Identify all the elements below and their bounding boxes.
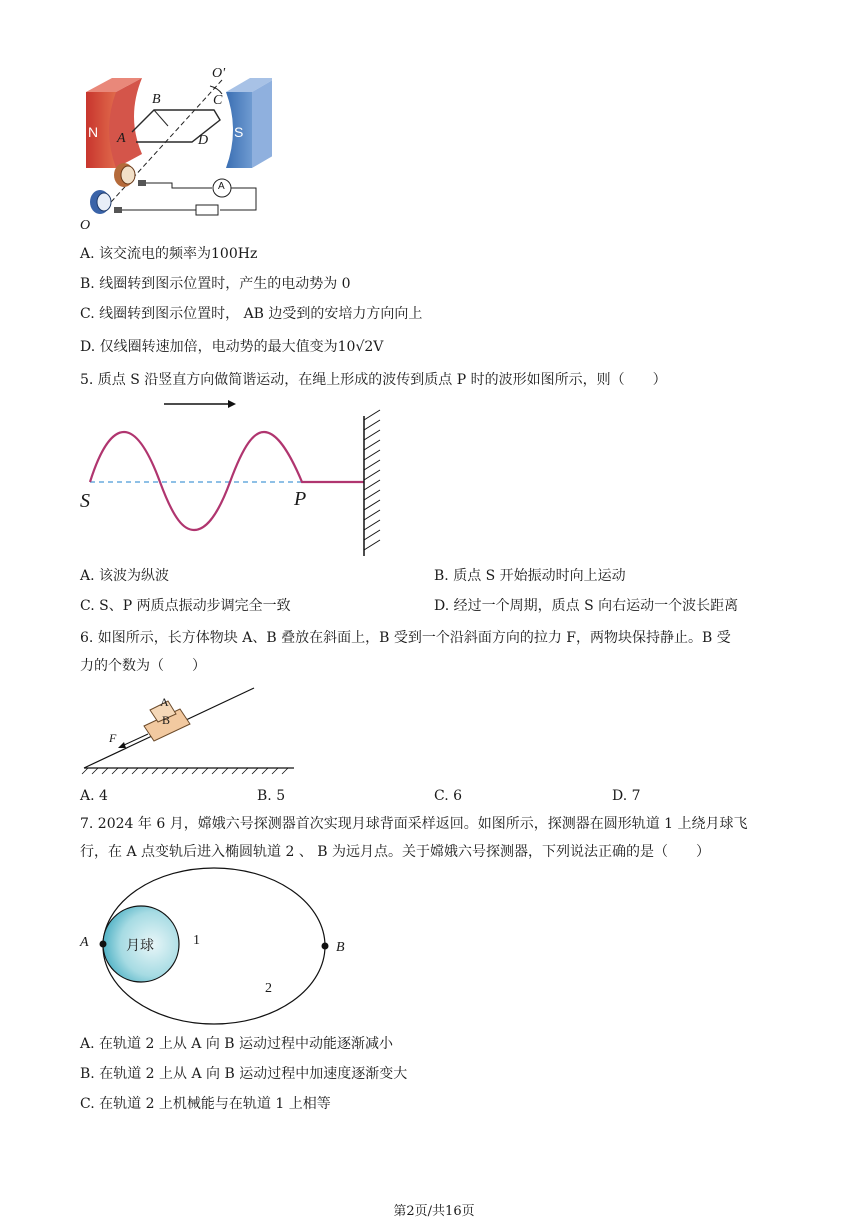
label-orbit-1: 1: [193, 933, 200, 948]
ammeter-label: A: [218, 181, 225, 192]
q6-option-d: D. 7: [612, 788, 641, 804]
label-point-b: B: [336, 940, 345, 955]
q6-stem-line1: 6. 如图所示，长方体物块 A、B 叠放在斜面上，B 受到一个沿斜面方向的拉力 F，两物块保持静止。B 受: [80, 630, 731, 646]
south-magnet: [226, 78, 272, 168]
circuit-wire: [146, 183, 212, 188]
resistor-symbol: [196, 205, 218, 215]
label-n: N: [88, 124, 99, 140]
q5-option-c: C. S、P 两质点振动步调完全一致: [80, 598, 291, 614]
label-d: D: [198, 133, 209, 148]
label-s-wave: S: [80, 490, 90, 512]
label-o: O: [80, 218, 91, 233]
q5-option-d: D. 经过一个周期，质点 S 向右运动一个波长距离: [434, 598, 739, 614]
point-b: [322, 943, 329, 950]
label-b: B: [152, 92, 161, 107]
label-c: C: [213, 93, 223, 108]
q4-option-a: A. 该交流电的频率为100Hz: [80, 246, 258, 262]
label-p-wave: P: [294, 488, 307, 510]
generator-figure: [72, 62, 272, 240]
q7-stem-line1: 7. 2024 年 6 月，嫦娥六号探测器首次实现月球背面采样返回。如图所示，探测器在圆形轨道 1 上绕月球飞: [80, 816, 748, 832]
q5-option-b: B. 质点 S 开始振动时向上运动: [434, 568, 626, 584]
label-s-magnet: S: [234, 124, 244, 140]
slip-ring-upper: [114, 163, 135, 187]
q6-option-a: A. 4: [80, 788, 108, 804]
label-moon: 月球: [126, 938, 154, 954]
north-magnet: [86, 78, 142, 168]
q6-option-c: C. 6: [434, 788, 463, 804]
q5-stem: 5. 质点 S 沿竖直方向做简谐运动，在绳上形成的波传到质点 P 时的波形如图所示，则（ ）: [80, 372, 667, 388]
label-a-coil: A: [117, 131, 126, 146]
label-force-f: F: [109, 731, 117, 745]
label-block-b: B: [162, 713, 171, 727]
label-orbit-2: 2: [265, 981, 272, 996]
q4-option-d: D. 仅线圈转速加倍，电动势的最大值变为10√2V: [80, 339, 384, 355]
q7-option-b: B. 在轨道 2 上从 A 向 B 运动过程中加速度逐渐变大: [80, 1066, 408, 1082]
q7-stem-line2: 行，在 A 点变轨后进入椭圆轨道 2 、 B 为远月点。关于嫦娥六号探测器，下列说法正确的是（ ）: [80, 844, 711, 860]
label-o-prime: O': [212, 66, 226, 81]
label-block-a: A: [160, 695, 169, 709]
label-point-a: A: [80, 935, 89, 950]
q5-option-a: A. 该波为纵波: [80, 568, 170, 584]
q6-stem-line2: 力的个数为（ ）: [80, 658, 206, 674]
q7-option-c: C. 在轨道 2 上机械能与在轨道 1 上相等: [80, 1096, 331, 1112]
slip-ring-lower: [90, 190, 111, 214]
wave-curve: [90, 432, 364, 530]
page-number: 第2页/共16页: [393, 1204, 475, 1219]
q4-option-c: C. 线圈转到图示位置时， AB 边受到的安培力方向向上: [80, 306, 423, 322]
point-a: [100, 941, 107, 948]
wave-figure: [80, 396, 390, 560]
q7-option-a: A. 在轨道 2 上从 A 向 B 运动过程中动能逐渐减小: [80, 1036, 394, 1052]
q4-option-b: B. 线圈转到图示位置时，产生的电动势为 0: [80, 276, 351, 292]
q6-option-b: B. 5: [257, 788, 286, 804]
